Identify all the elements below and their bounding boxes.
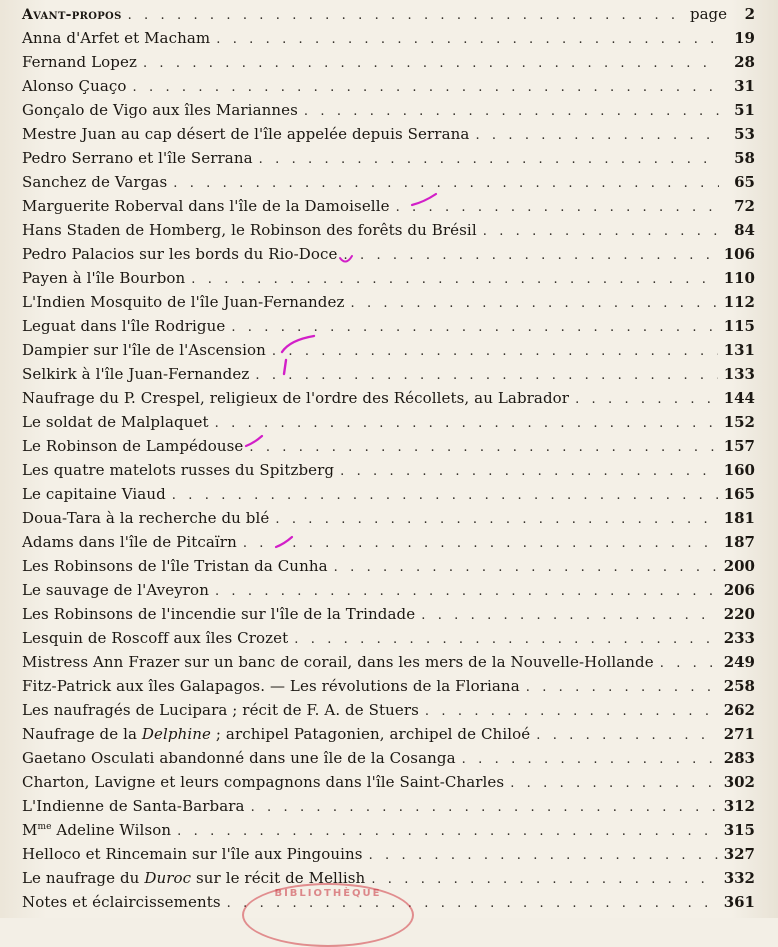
toc-entry-page: 249 (723, 653, 755, 671)
toc-entry-title: Payen à l'île Bourbon (22, 269, 186, 287)
toc-entry-page: 220 (723, 605, 755, 623)
dot-leader (483, 221, 719, 243)
toc-entry-title: Doua-Tara à la recherche du blé (22, 509, 270, 527)
dot-leader (660, 653, 718, 675)
toc-entry-title: Les quatre matelots russes du Spitzberg (22, 461, 335, 479)
dot-leader (369, 845, 718, 867)
stamp-text: BIBLIOTHÈQUE (274, 888, 382, 899)
toc-entry-title: Les Robinsons de l'île Tristan da Cunha (22, 557, 328, 575)
toc-entry-title: Adams dans l'île de Pitcaïrn (22, 533, 237, 551)
dot-leader (340, 461, 718, 483)
dot-leader (172, 485, 718, 507)
dot-leader (249, 437, 717, 459)
toc-entry-title: Pedro Palacios sur les bords du Rio-Doce (22, 245, 338, 263)
toc-row[interactable] (22, 291, 755, 313)
toc-row[interactable] (22, 675, 755, 697)
dot-leader (350, 293, 717, 315)
title-part: M (22, 821, 38, 839)
toc-row[interactable] (22, 555, 755, 577)
toc-entry-page: 31 (734, 77, 755, 95)
toc-row[interactable] (22, 171, 755, 193)
toc-entry-page: 315 (723, 821, 755, 839)
toc-entry-title: Dampier sur l'île de l'Ascension (22, 341, 266, 359)
toc-row[interactable] (22, 867, 755, 889)
toc-row-avant-propos[interactable] (22, 3, 755, 25)
toc-entry-page: 206 (723, 581, 755, 599)
dot-leader (334, 557, 718, 579)
toc-entry-page: 2 (744, 5, 755, 23)
toc-row[interactable] (22, 387, 755, 409)
toc-row[interactable] (22, 51, 755, 73)
title-part: Adeline Wilson (51, 821, 172, 839)
dot-leader (143, 53, 719, 75)
toc-entry-page: 187 (723, 533, 755, 551)
toc-row[interactable] (22, 843, 755, 865)
dot-leader (133, 77, 719, 99)
toc-entry-page: 112 (723, 293, 755, 311)
toc-row[interactable] (22, 411, 755, 433)
dot-leader (272, 341, 718, 363)
toc-entry-title: Les naufragés de Lucipara ; récit de F. A. de Stuers (22, 701, 419, 719)
toc-entry-title: Anna d'Arfet et Macham (22, 29, 211, 47)
toc-row[interactable] (22, 75, 755, 97)
toc-entry-title: Avant-propos (22, 7, 122, 23)
dot-leader (177, 821, 718, 843)
toc-row[interactable] (22, 459, 755, 481)
dot-leader (128, 5, 684, 27)
toc-row[interactable] (22, 795, 755, 817)
toc-row[interactable] (22, 315, 755, 337)
toc-row[interactable] (22, 339, 755, 361)
toc-entry-page: 312 (723, 797, 755, 815)
toc-row[interactable] (22, 219, 755, 241)
toc-entry-title: Le capitaine Viaud (22, 485, 166, 503)
toc-entry-page: 152 (723, 413, 755, 431)
toc-entry-page: 327 (723, 845, 755, 863)
title-part: Naufrage de la (22, 725, 142, 743)
toc-entry-page: 361 (723, 893, 755, 911)
dot-leader (344, 245, 718, 267)
toc-entry-title: Le sauvage de l'Aveyron (22, 581, 209, 599)
toc-row[interactable] (22, 771, 755, 793)
toc-entry-page: 110 (723, 269, 755, 287)
toc-row[interactable] (22, 651, 755, 673)
toc-entry-title: Marguerite Roberval dans l'île de la Damoiselle (22, 197, 390, 215)
toc-entry-title: Leguat dans l'île Rodrigue (22, 317, 226, 335)
toc-row[interactable] (22, 195, 755, 217)
toc-row[interactable] (22, 531, 755, 553)
toc-entry-title: Fernand Lopez (22, 53, 137, 71)
dot-leader (425, 701, 718, 723)
toc-entry-page: 258 (723, 677, 755, 695)
dot-leader (294, 629, 717, 651)
toc-row[interactable] (22, 891, 755, 913)
dot-leader (227, 893, 718, 915)
dot-leader (259, 149, 719, 171)
toc-row[interactable] (22, 819, 755, 841)
toc-entry-page: 28 (734, 53, 755, 71)
toc-row[interactable] (22, 243, 755, 265)
toc-row[interactable] (22, 747, 755, 769)
toc-entry-title: Fitz-Patrick aux îles Galapagos. — Les révolutions de la Floriana (22, 677, 520, 695)
toc-entry-title: Les Robinsons de l'incendie sur l'île de la Trindade (22, 605, 416, 623)
toc-row[interactable] (22, 483, 755, 505)
toc-entry-page: 181 (723, 509, 755, 527)
dot-leader (396, 197, 719, 219)
title-part: sur le récit de Mellish (191, 869, 366, 887)
toc-entry-page: 65 (734, 173, 755, 191)
toc-entry-title (22, 723, 530, 745)
title-part: Le naufrage du (22, 869, 145, 887)
toc-entry-title (22, 819, 171, 841)
toc-entry-title: Notes et éclaircissements (22, 893, 221, 911)
toc-entry-page: 233 (723, 629, 755, 647)
toc-row[interactable] (22, 99, 755, 121)
toc-entry-title: Hans Staden de Homberg, le Robinson des forêts du Brésil (22, 221, 477, 239)
toc-entry-page: 51 (734, 101, 755, 119)
toc-entry-title: L'Indienne de Santa-Barbara (22, 797, 245, 815)
dot-leader (215, 581, 718, 603)
dot-leader (215, 413, 718, 435)
dot-leader (173, 173, 719, 195)
toc-entry-page: 106 (723, 245, 755, 263)
toc-entry-page: 200 (723, 557, 755, 575)
toc-entry-title: Mistress Ann Frazer sur un banc de corail, dans les mers de la Nouvelle-Hollande (22, 653, 654, 671)
toc-row[interactable] (22, 603, 755, 625)
toc-entry-title: Selkirk à l'île Juan-Fernandez (22, 365, 250, 383)
toc-entry-page: 133 (723, 365, 755, 383)
dot-leader (526, 677, 718, 699)
toc-entry-page: 283 (723, 749, 755, 767)
dot-leader (536, 725, 717, 747)
toc-row[interactable] (22, 147, 755, 169)
toc-row[interactable] (22, 27, 755, 49)
toc-entry-title: Gonçalo de Vigo aux îles Mariannes (22, 101, 298, 119)
dot-leader (371, 869, 717, 891)
toc-entry-page: 115 (723, 317, 755, 335)
ship-name: Duroc (144, 869, 192, 887)
toc-entry-page: 302 (723, 773, 755, 791)
toc-entry-title: Mestre Juan au cap désert de l'île appelée depuis Serrana (22, 125, 470, 143)
dot-leader (575, 389, 718, 411)
toc-row[interactable] (22, 267, 755, 289)
toc-row[interactable] (22, 699, 755, 721)
dot-leader (304, 101, 719, 123)
toc-entry-page: 72 (734, 197, 755, 215)
toc-entry-page: 84 (734, 221, 755, 239)
toc-entry-title: Pedro Serrano et l'île Serrana (22, 149, 253, 167)
dot-leader (510, 773, 718, 795)
toc-row[interactable] (22, 435, 755, 457)
toc-entry-title (22, 867, 365, 889)
toc-entry-page: 262 (723, 701, 755, 719)
dot-leader (275, 509, 717, 531)
toc-row[interactable] (22, 627, 755, 649)
toc-entry-title: Lesquin de Roscoff aux îles Crozet (22, 629, 289, 647)
toc-entry-title: Naufrage du P. Crespel, religieux de l'ordre des Récollets, au Labrador (22, 389, 570, 407)
toc-row[interactable] (22, 123, 755, 145)
dot-leader (475, 125, 719, 147)
toc-entry-title: Le Robinson de Lampédouse (22, 437, 244, 455)
toc-entry-page: 271 (723, 725, 755, 743)
toc-entry-title: Charton, Lavigne et leurs compagnons dans l'île Saint-Charles (22, 773, 505, 791)
dot-leader (251, 797, 718, 819)
dot-leader (255, 365, 717, 387)
superscript: me (37, 822, 52, 832)
dot-leader (191, 269, 717, 291)
toc-entry-title: Gaetano Osculati abandonné dans une île de la Cosanga (22, 749, 456, 767)
toc-entry-page: 165 (723, 485, 755, 503)
toc-row[interactable] (22, 363, 755, 385)
dot-leader (462, 749, 718, 771)
title-part: ; archipel Patagonien, archipel de Chiloé (211, 725, 531, 743)
toc-entry-title: Helloco et Rincemain sur l'île aux Pingouins (22, 845, 363, 863)
toc-entry-title: Sanchez de Vargas (22, 173, 168, 191)
toc-entry-page: 332 (723, 869, 755, 887)
toc-entry-title: L'Indien Mosquito de l'île Juan-Fernandez (22, 293, 345, 311)
toc-entry-page: 58 (734, 149, 755, 167)
toc-entry-title: Le soldat de Malplaquet (22, 413, 209, 431)
dot-leader (216, 29, 719, 51)
toc-row[interactable] (22, 723, 755, 745)
toc-row[interactable] (22, 507, 755, 529)
toc-entry-title: Alonso Çuaço (22, 77, 127, 95)
dot-leader (243, 533, 718, 555)
dot-leader (231, 317, 717, 339)
toc-entry-page: 19 (734, 29, 755, 47)
dot-leader (421, 605, 717, 627)
toc-entry-page: 157 (723, 437, 755, 455)
toc-entry-page: 131 (723, 341, 755, 359)
toc-row[interactable] (22, 579, 755, 601)
ship-name: Delphine (141, 725, 212, 743)
page-label: page (689, 5, 727, 23)
toc-entry-page: 53 (734, 125, 755, 143)
toc-entry-page: 160 (723, 461, 755, 479)
toc-entry-page: 144 (723, 389, 755, 407)
